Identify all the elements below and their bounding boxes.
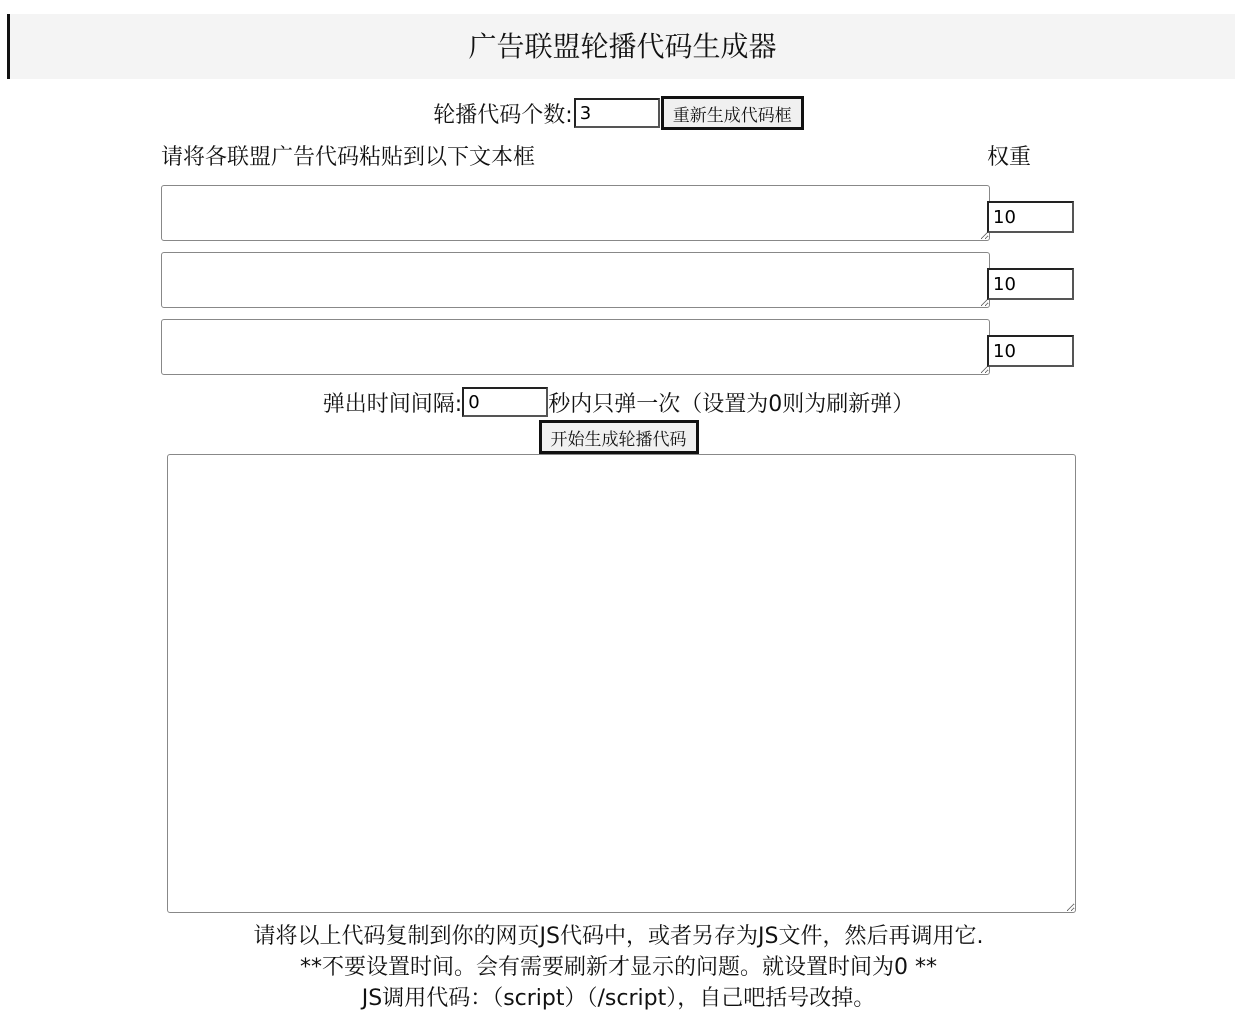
ad-code-row bbox=[161, 252, 1076, 308]
weight-input[interactable] bbox=[987, 201, 1074, 233]
ads-label-row bbox=[161, 142, 1041, 176]
page-title: 广告联盟轮播代码生成器 bbox=[468, 30, 777, 63]
ad-code-textarea[interactable] bbox=[161, 252, 990, 308]
ad-code-row bbox=[161, 319, 1076, 375]
ad-code-textarea[interactable] bbox=[161, 185, 990, 241]
usage-notes bbox=[0, 921, 1237, 1014]
note-line: 请将以上代码复制到你的网页JS代码中，或者另存为JS文件，然后再调用它. bbox=[253, 924, 984, 949]
ad-code-textarea[interactable] bbox=[161, 319, 990, 375]
weight-column-label: 权重 bbox=[987, 145, 1032, 170]
count-input[interactable] bbox=[574, 98, 660, 128]
ad-code-row bbox=[161, 185, 1076, 241]
interval-row bbox=[0, 386, 1237, 418]
interval-label: 弹出时间间隔: bbox=[322, 391, 463, 417]
page-header bbox=[7, 14, 1235, 79]
weight-input[interactable] bbox=[987, 268, 1074, 300]
count-row bbox=[0, 96, 1237, 130]
weight-input[interactable] bbox=[987, 335, 1074, 367]
note-line: **不要设置时间。会有需要刷新才显示的问题。就设置时间为0 ** bbox=[300, 955, 937, 980]
generate-code-button[interactable]: 开始生成轮播代码 bbox=[539, 420, 699, 454]
regenerate-boxes-button[interactable]: 重新生成代码框 bbox=[661, 96, 804, 130]
interval-input[interactable] bbox=[462, 387, 548, 417]
output-code-textarea[interactable] bbox=[167, 454, 1076, 913]
generate-row bbox=[0, 420, 1237, 454]
paste-instruction-label: 请将各联盟广告代码粘贴到以下文本框 bbox=[161, 145, 536, 170]
count-label: 轮播代码个数: bbox=[433, 102, 573, 128]
note-line: JS调用代码：（script）（/script），自己吧括号改掉。 bbox=[361, 986, 876, 1011]
interval-suffix: 秒内只弹一次（设置为0则为刷新弹） bbox=[548, 391, 915, 417]
